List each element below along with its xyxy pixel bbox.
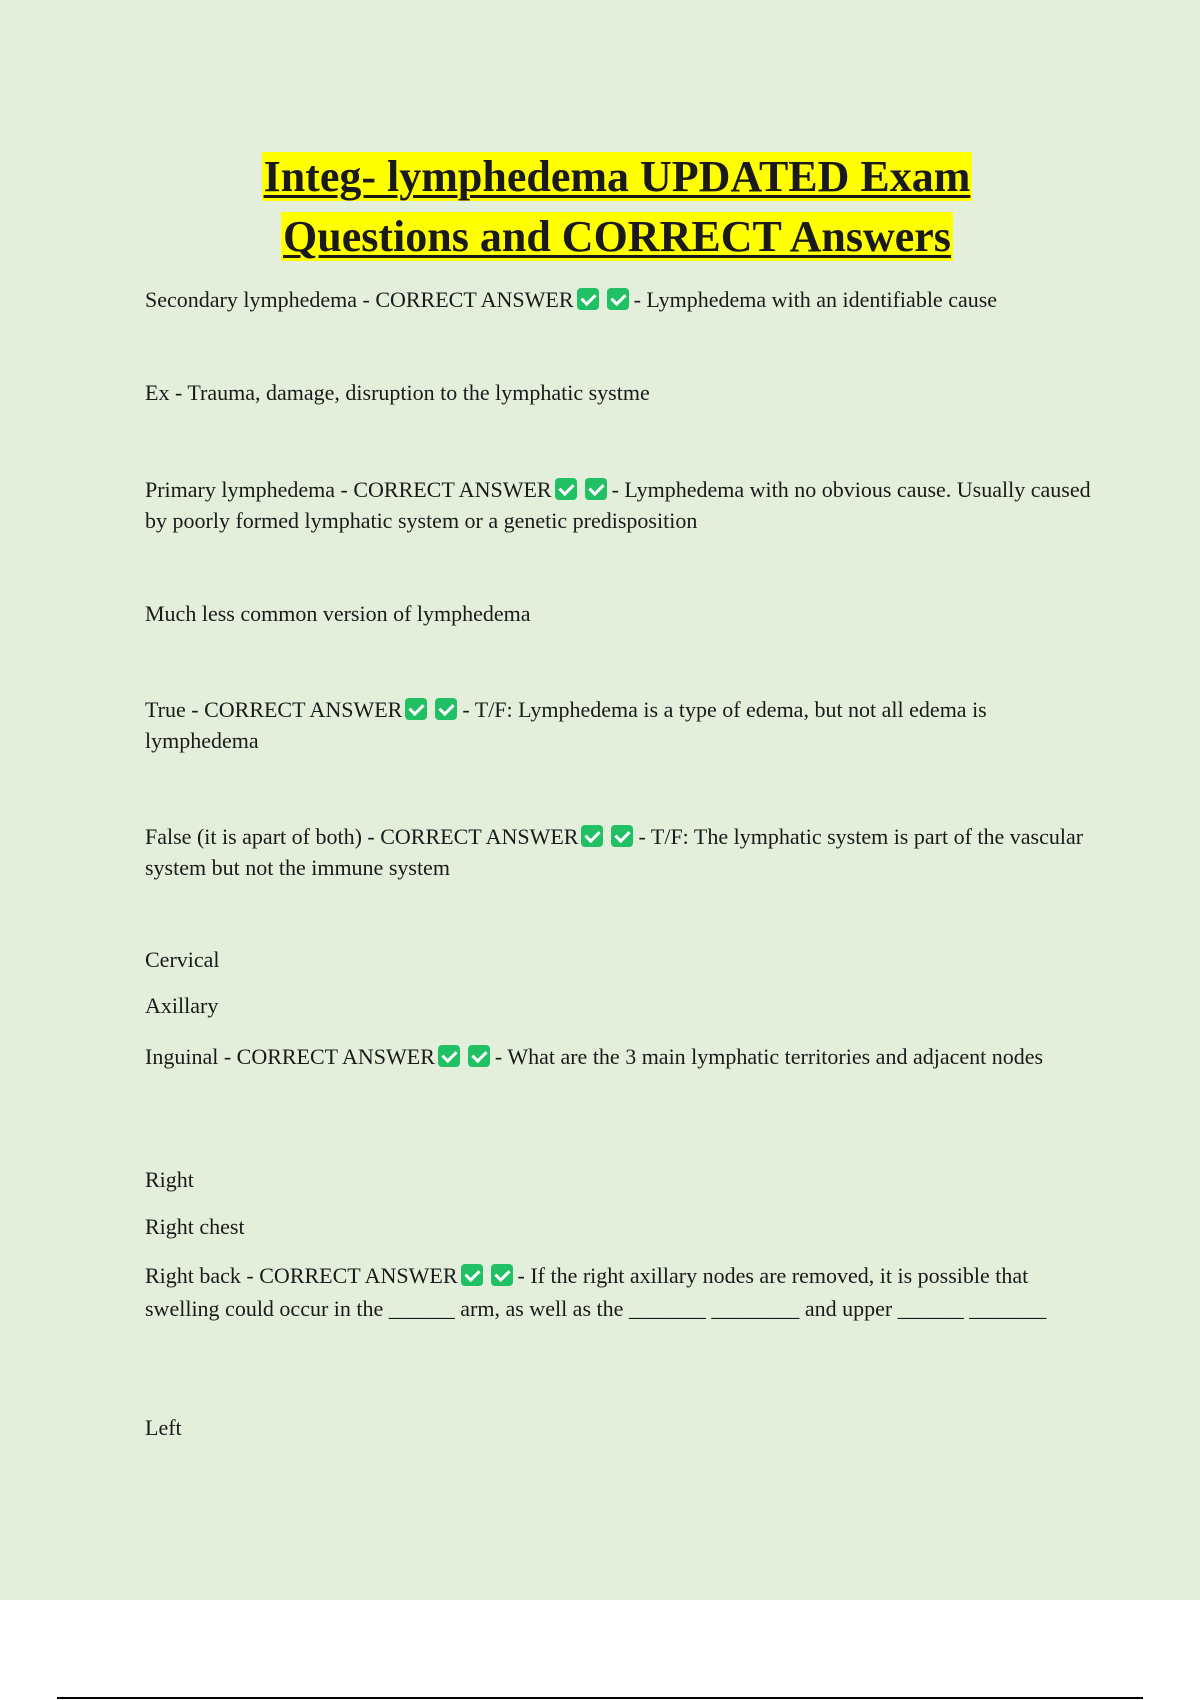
check-mark-icon — [585, 478, 607, 500]
note-line: Right chest — [145, 1214, 245, 1239]
question-text: - If the right axillary nodes are removed, it is possible that swelling could occur in the ______ arm, as well as the _______ ________ and upper ______ _______ — [145, 1263, 1047, 1321]
note-line: Axillary — [145, 993, 219, 1018]
note-line: Left — [145, 1415, 182, 1440]
document-title — [0, 147, 1200, 267]
note-line: Right — [145, 1167, 194, 1192]
check-mark-icon — [405, 698, 427, 720]
check-mark-icon — [581, 825, 603, 847]
note-line: Ex - Trauma, damage, disruption to the lymphatic systme — [145, 380, 650, 405]
answer-text: Secondary lymphedema - CORRECT ANSWER — [145, 287, 574, 312]
answer-text: False (it is apart of both) - CORRECT ANSWER — [145, 824, 579, 849]
qa-entry-secondary — [145, 284, 1105, 315]
answer-text: Right back - CORRECT ANSWER — [145, 1263, 458, 1288]
check-mark-icon — [607, 288, 629, 310]
question-text: - T/F: Lymphedema is a type of edema, but not all edema is lymphedema — [145, 697, 987, 753]
qa-entry-primary — [145, 474, 1105, 536]
note-line: Cervical — [145, 947, 220, 972]
qa-entry-false — [145, 821, 1105, 883]
check-mark-icon — [435, 698, 457, 720]
check-mark-icon — [468, 1045, 490, 1067]
check-mark-icon — [555, 478, 577, 500]
question-text: - T/F: The lymphatic system is part of the vascular system but not the immune system — [145, 824, 1084, 880]
check-mark-icon — [438, 1045, 460, 1067]
title-line-2: Questions and CORRECT Answers — [283, 212, 951, 261]
title-line-1: Integ- lymphedema UPDATED Exam — [263, 152, 971, 201]
question-text: - Lymphedema with no obvious cause. Usually caused by poorly formed lymphatic system or a genetic predisposition — [145, 477, 1091, 533]
question-text: - Lymphedema with an identifiable cause — [633, 287, 998, 312]
answer-text: Inguinal - CORRECT ANSWER — [145, 1044, 435, 1069]
check-mark-icon — [611, 825, 633, 847]
answer-text: True - CORRECT ANSWER — [145, 697, 403, 722]
note-line: Much less common version of lymphedema — [145, 601, 531, 626]
qa-entry-right-back — [145, 1259, 1105, 1325]
question-text: - What are the 3 main lymphatic territories and adjacent nodes — [494, 1044, 1044, 1069]
check-mark-icon — [491, 1264, 513, 1286]
page-bottom-rule — [57, 1697, 1143, 1699]
qa-entry-inguinal — [145, 1041, 1105, 1072]
check-mark-icon — [461, 1264, 483, 1286]
qa-entry-true — [145, 694, 1105, 756]
answer-text: Primary lymphedema - CORRECT ANSWER — [145, 477, 552, 502]
check-mark-icon — [577, 288, 599, 310]
